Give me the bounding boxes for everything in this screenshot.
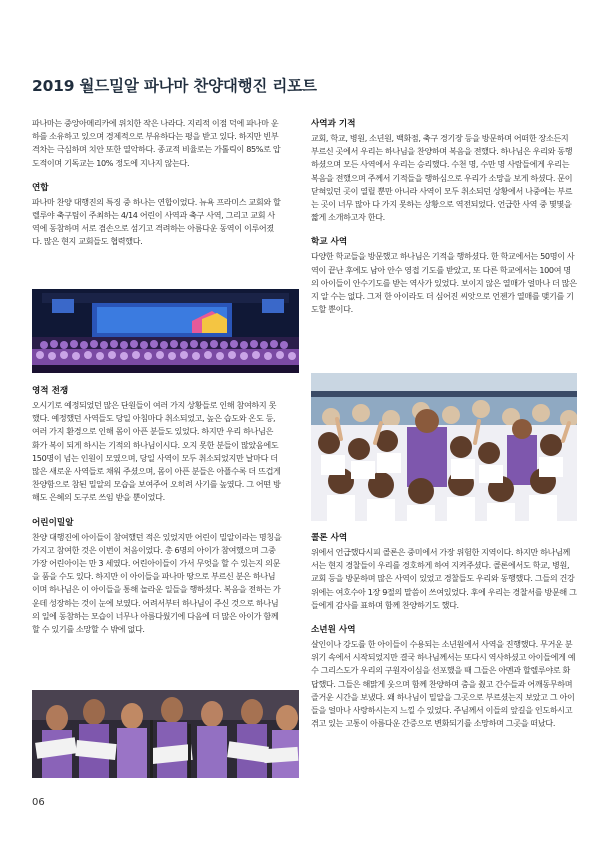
stage-concert-illustration <box>32 289 299 373</box>
right-column-top <box>311 117 577 327</box>
section-body: 교회, 학교, 병원, 소년원, 백화점, 축구 경기장 등을 방문하며 어떠한 장소든지 부르신 곳에서 우리는 하나님을 찬양하며 복음을 전했다. 하나님은 우리와 동행하셨으며 모든 사역에서 우리는 승리했다. 수천 명, 수만 명 사람들에게 우리는 복음을 전했으며 주께서 기적들을 행하심으로 우리가 소망을 보게 하셨다. 문이 닫혀있던 곳이 열릴 뿐만 아니라 사역이 모두 취소되던 상황에서 나중에는 부르는 곳이 너무 많아 다 가지 못하는 상황으로 역전되었다. 언급한 사역 중 몇몇을 짧게 소개하고자 한다. <box>311 133 573 223</box>
section-juvenile-ministry <box>311 623 577 730</box>
section-union <box>32 181 282 249</box>
section-heading: 영적 전쟁 <box>32 386 69 396</box>
section-body: 찬양 대행진에 아이들이 참여했던 적은 있었지만 어린이 밀알이라는 명칭을 가지고 참여한 것은 이번이 처음이었다. 총 6명의 아이가 참여했으며 그중 가장 어린아이는 만 3 세였다. 어린아이들이 가서 무엇을 할 수 있는지 의문을 품을 수도 있다. 하지만 이 아이들을 파나마 땅으로 부르신 분은 하나님이며 하나님은 이 아이들을 통해 놀라운 일들을 행하셨다. 복음을 전하는 가운데 성장하는 것이 눈에 보였다. 어려서부터 하나님이 주신 것으로 하나님의 일에 동참하는 모습이 너무나 아름다웠기에 다음에 더 많은 아이가 함께 할 수 있기를 소망할 수 밖에 없다. <box>32 531 282 635</box>
section-colon-ministry <box>311 531 577 612</box>
section-spiritual-war <box>32 384 282 505</box>
section-heading: 소년원 사역 <box>311 625 356 636</box>
left-column-bottom <box>32 384 282 647</box>
section-school-ministry <box>311 235 577 316</box>
section-body: 파나마 찬양 대행진의 특징 중 하나는 연합이었다. 뉴욕 프라미스 교회와 할렐루야 축구팀이 주최하는 4/14 어린이 사역과 축구 사역, 그리고 교회 사역에 동참하며 서로 겸손으로 섬기고 격려하는 아름다운 동역이 이루어졌다. 많은 현지 교회들도 협력했다. <box>32 196 281 247</box>
children-choir-illustration <box>32 690 299 778</box>
section-body: 위에서 언급했다시피 콜론은 중미에서 가장 위험한 지역이다. 하지만 하나님께서는 현지 경찰들이 우리를 경호하게 하여 지켜주셨다. 콜론에서도 학교, 병원, 교회 등을 방문하며 많은 사역이 있었고 경찰들도 우리와 동행했다. 그들의 건강 위에는 여호수아 1장 9절의 말씀이 쓰여있었다. 후에 우리는 경찰서를 방문해 그들에게 감사를 표하며 함께 찬양하기도 했다. <box>311 547 577 610</box>
section-body: 살인이나 강도를 한 아이들이 수용되는 소년원에서 사역을 진행했다. 무거운 분위기 속에서 시작되었지만 결국 하나님께서는 또다시 역사하셨고 아이들에게 예수 그리스도가 우리의 구원자이심을 선포했을 때 그들은 아멘과 할렐루야로 화답했다. 그들은 해맑게 웃으며 함께 찬양하며 춤을 췄고 간수들과 어깨동무하며 즐거운 시간을 보냈다. 왜 하나님이 밀알을 그곳으로 부르셨는지 보았고 그 아이들을 얼마나 사랑하시는지 느낄 수 있었다. 주님께서 이들의 앞길을 인도하시고 겪고 있는 고통이 아름다운 간증으로 변화되기를 소망하며 그곳을 떠났다. <box>311 639 576 729</box>
page-title: 2019 월드밀알 파나마 찬양대행진 리포트 <box>32 77 317 95</box>
section-heading: 사역과 기적 <box>311 119 356 129</box>
stage-concert-photo <box>32 289 299 373</box>
school-children-illustration <box>311 373 577 521</box>
school-children-photo <box>311 373 577 521</box>
children-choir-photo <box>32 690 299 778</box>
intro-paragraph: 파나마는 중앙아메리카에 위치한 작은 나라다. 지리적 이점 덕에 파나마 운하를 소유하고 있으며 경제적으로 부유하다는 평을 받고 있다. 하지만 빈부격차는 극심하며 치안 또한 열악하다. 종교적 비율로는 가톨릭이 85%로 압도적이며 기독교는 10% 정도에 지나지 않는다. <box>32 118 281 168</box>
section-heading: 학교 사역 <box>311 237 348 248</box>
section-body: 오시기로 예정되었던 많은 단원들이 여러 가지 상황들로 인해 참여하지 못했다. 예정했던 사역들도 당일 아침마다 취소되었고, 높은 습도와 온도 등, 여러 가지 환경으로 인해 몸이 아픈 분들도 있었다. 하지만 우리 하나님은 화가 복이 되게 하시는 기적의 하나님이시다. 오지 못한 분들이 많았음에도 150명이 넘는 인원이 모였으며, 당일 사역이 모두 취소되었지만 날마다 더 많은 새로운 사역들로 채워 주셨으며, 몸이 아픈 분들은 아플수록 더 뜨겁게 찬양함으로 참된 밀알의 모습을 보여주어 오히려 사기를 높였다. 그 어떤 방해도 은혜의 도구로 쓰임 받을 뿐이었다. <box>32 400 281 503</box>
section-heading: 연합 <box>32 182 49 193</box>
intro-section <box>32 117 282 170</box>
section-heading: 콜론 사역 <box>311 533 348 543</box>
left-column-top <box>32 117 282 260</box>
page-number: 06 <box>32 797 45 808</box>
section-heading: 어린이밀알 <box>32 517 74 528</box>
section-children <box>32 516 282 637</box>
section-body: 다양한 학교들을 방문했고 하나님은 기적을 행하셨다. 한 학교에서는 50명이 사역이 끝난 후에도 남아 안수 영접 기도를 받았고, 또 다른 학교에서는 100여 명의 아이들이 안수기도를 받는 역사가 있었다. 보이지 않은 열매가 얼마나 더 많은지 알 수는 없다. 그저 한 아이라도 더 심어진 씨앗으로 언젠가 열매를 맺기를 기도할 뿐이다. <box>311 251 577 315</box>
right-column-bottom <box>311 531 577 741</box>
section-ministry-miracles <box>311 117 577 224</box>
